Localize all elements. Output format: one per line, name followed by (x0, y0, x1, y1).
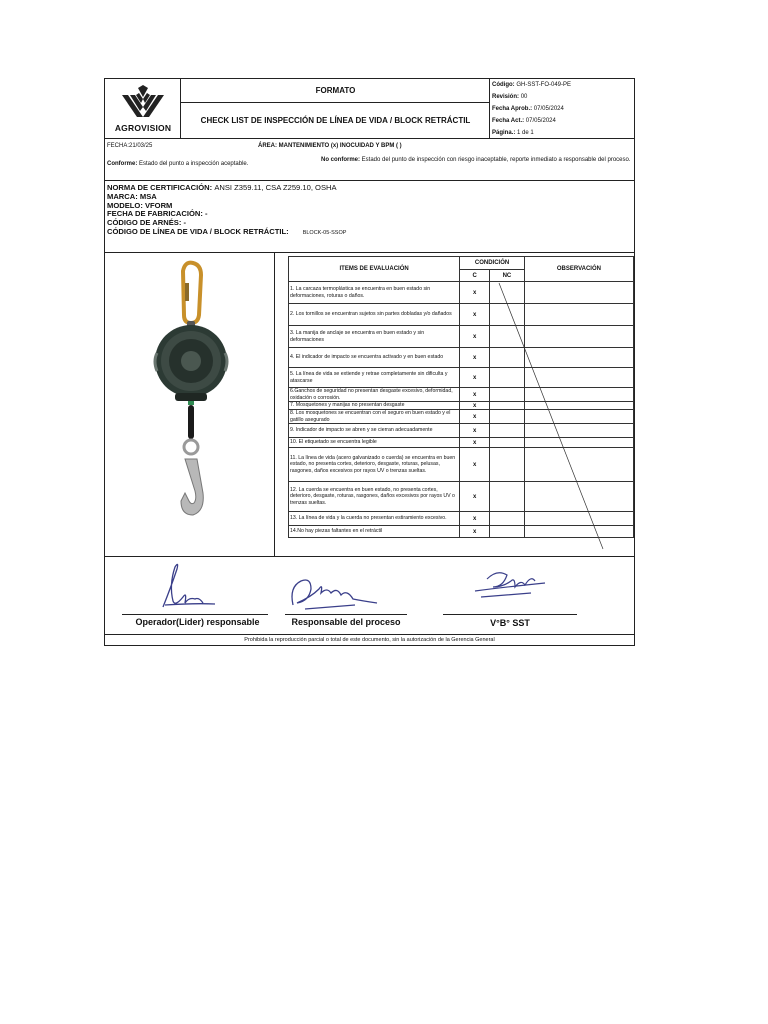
codigo-row: Código: GH-SST-FO-049-PE (492, 82, 572, 88)
no-conforme-cell (490, 402, 525, 410)
responsable-signature-line (285, 614, 407, 615)
item-text: 6.Ganchos de seguridad no presentan desgaste excesivo, deformidad, oxidación o corrosión. (289, 388, 460, 402)
document-header (105, 79, 634, 139)
item-text: 5. La línea de vida se extiende y retrae completamente sin dificulta y atascarse (289, 368, 460, 388)
item-text: 9. Indicador de impacto se abren y se cierran adecuadamente (289, 424, 460, 438)
nc-header: NC (490, 270, 525, 282)
table-header-row (289, 257, 634, 270)
item-text: 8. Los mosquetones se encuentran con el seguro en buen estado y el gatillo asegurado (289, 410, 460, 424)
agrovision-logo-icon (120, 85, 166, 121)
no-conforme-cell (490, 388, 525, 402)
conforme-mark: x (460, 402, 490, 410)
table-row (289, 388, 634, 402)
device-photo (105, 253, 275, 557)
observacion-cell (524, 304, 633, 326)
table-row (289, 368, 634, 388)
pagina-row: Página.: 1 de 1 (492, 129, 534, 136)
c-header: C (460, 270, 490, 282)
item-text: 11. La línea de vida (acero galvanizado o cuerda) se encuentra en buen estado, no presenta cortes, deterioro, desgaste, roturas, pelusas, rasgones, daños excesivos por rayos UV o trenzas sueltas. (289, 448, 460, 482)
evaluation-table (288, 256, 634, 538)
table-row (289, 348, 634, 368)
condicion-header: CONDICIÓN (460, 257, 525, 270)
fecha-act-row: Fecha Act.: 07/05/2024 (492, 117, 556, 124)
linea-line: CÓDIGO DE LÍNEA DE VIDA / BLOCK RETRÁCTIL: BLOCK-05-SSOP (107, 226, 347, 236)
inspection-date: FECHA:21/03/25 (107, 143, 153, 149)
modelo-line: MODELO: VFORM (107, 200, 173, 210)
no-conforme-cell (490, 326, 525, 348)
no-conforme-cell (490, 424, 525, 438)
table-row (289, 304, 634, 326)
conforme-mark: x (460, 410, 490, 424)
item-text: 4. El indicador de impacto se encuentra activado y en buen estado (289, 348, 460, 368)
conforme-mark: x (460, 512, 490, 526)
fecha-aprob-row: Fecha Aprob.: 07/05/2024 (492, 105, 564, 112)
conforme-mark: x (460, 424, 490, 438)
no-conforme-cell (490, 482, 525, 512)
logo-text: AGROVISION (114, 123, 172, 133)
table-row (289, 424, 634, 438)
table-row (289, 410, 634, 424)
item-text: 13. La línea de vida y la cuerda no presentan estiramiento excesivo. (289, 512, 460, 526)
observacion-cell (524, 282, 633, 304)
no-conforme-cell (490, 512, 525, 526)
area-selection: ÁREA: MANTENIMIENTO (x) INOCUIDAD Y BPM ( ) (258, 143, 402, 149)
operador-label: Operador(Lider) responsable (135, 617, 260, 627)
document-meta (490, 79, 634, 139)
conforme-mark: x (460, 388, 490, 402)
no-conforme-legend: No conforme: Estado del punto de inspección con riesgo inaceptable, reporte inmediato a responsable del proceso. (321, 157, 631, 163)
operador-signature-line (122, 614, 268, 615)
item-text: 10. El etiquetado se encuentra legible (289, 438, 460, 448)
observacion-cell (524, 448, 633, 482)
observacion-cell (524, 438, 633, 448)
marca-line: MARCA: MSA (107, 191, 157, 201)
no-conforme-cell (490, 304, 525, 326)
observacion-cell (524, 402, 633, 410)
conforme-mark: x (460, 304, 490, 326)
title-block (181, 79, 490, 139)
observacion-cell (524, 424, 633, 438)
inspection-sheet (104, 78, 635, 646)
conforme-mark: x (460, 448, 490, 482)
observacion-cell (524, 410, 633, 424)
item-text: 3. La manija de anclaje se encuentra en buen estado y sin deformaciones (289, 326, 460, 348)
date-area-row (105, 139, 634, 181)
table-row (289, 526, 634, 538)
norma-line: NORMA DE CERTIFICACIÓN: ANSI Z359.11, CSA Z259.10, OSHA (107, 183, 337, 192)
observacion-cell (524, 482, 633, 512)
conforme-mark: x (460, 482, 490, 512)
document-title: CHECK LIST DE INSPECCIÓN DE LÍNEA DE VIDA / BLOCK RETRÁCTIL (200, 116, 471, 125)
conforme-mark: x (460, 326, 490, 348)
item-text: 12. La cuerda se encuentra en buen estado, no presenta cortes, deterioro, desgaste, roturas, rasgones, daños excesivos por rayos UV o trenzas sueltas. (289, 482, 460, 512)
conforme-mark: x (460, 348, 490, 368)
item-text: 7. Mosquetones y manijas no presentan desgaste (289, 402, 460, 410)
table-row (289, 512, 634, 526)
table-row (289, 448, 634, 482)
observacion-header: OBSERVACIÓN (524, 257, 633, 282)
observacion-cell (524, 526, 633, 538)
vb-label: V°B° SST (490, 618, 530, 628)
format-label: FORMATO (181, 79, 490, 103)
conforme-mark: x (460, 438, 490, 448)
no-conforme-cell (490, 368, 525, 388)
equipment-info (105, 181, 634, 253)
fabricacion-line: FECHA DE FABRICACIÓN: - (107, 209, 208, 219)
item-text: 14.No hay piezas faltantes en el retráctil (289, 526, 460, 538)
table-row (289, 438, 634, 448)
no-conforme-cell (490, 448, 525, 482)
arnes-line: CÓDIGO DE ARNÉS: - (107, 218, 187, 228)
conforme-mark: x (460, 282, 490, 304)
table-row (289, 326, 634, 348)
table-row (289, 482, 634, 512)
signatures-row (105, 557, 634, 635)
items-header: ITEMS DE EVALUACIÓN (289, 257, 460, 282)
signatures-icon (105, 557, 634, 617)
company-logo (105, 79, 181, 139)
revision-row: Revisión: 00 (492, 93, 528, 100)
no-conforme-cell (490, 282, 525, 304)
observacion-cell (524, 368, 633, 388)
retractable-block-icon (105, 253, 275, 557)
conforme-mark: x (460, 526, 490, 538)
item-text: 2. Los tornillos se encuentran sujetos sin partes dobladas y/o dañados (289, 304, 460, 326)
conforme-legend: Conforme: Estado del punto a inspección aceptable. (107, 161, 249, 167)
item-text: 1. La carcaza termoplástica se encuentra en buen estado sin deformaciones, roturas o daños. (289, 282, 460, 304)
inspection-body (105, 253, 634, 557)
observacion-cell (524, 326, 633, 348)
table-row (289, 282, 634, 304)
observacion-cell (524, 388, 633, 402)
no-conforme-cell (490, 438, 525, 448)
observacion-cell (524, 348, 633, 368)
observacion-cell (524, 512, 633, 526)
footer-notice: Prohibida la reproducción parcial o total de este documento, sin la autorización de la Gerencia General (244, 637, 495, 643)
responsable-label: Responsable del proceso (291, 617, 401, 627)
table-row (289, 402, 634, 410)
no-conforme-cell (490, 410, 525, 424)
vb-signature-line (443, 614, 577, 615)
no-conforme-cell (490, 348, 525, 368)
no-conforme-cell (490, 526, 525, 538)
conforme-mark: x (460, 368, 490, 388)
